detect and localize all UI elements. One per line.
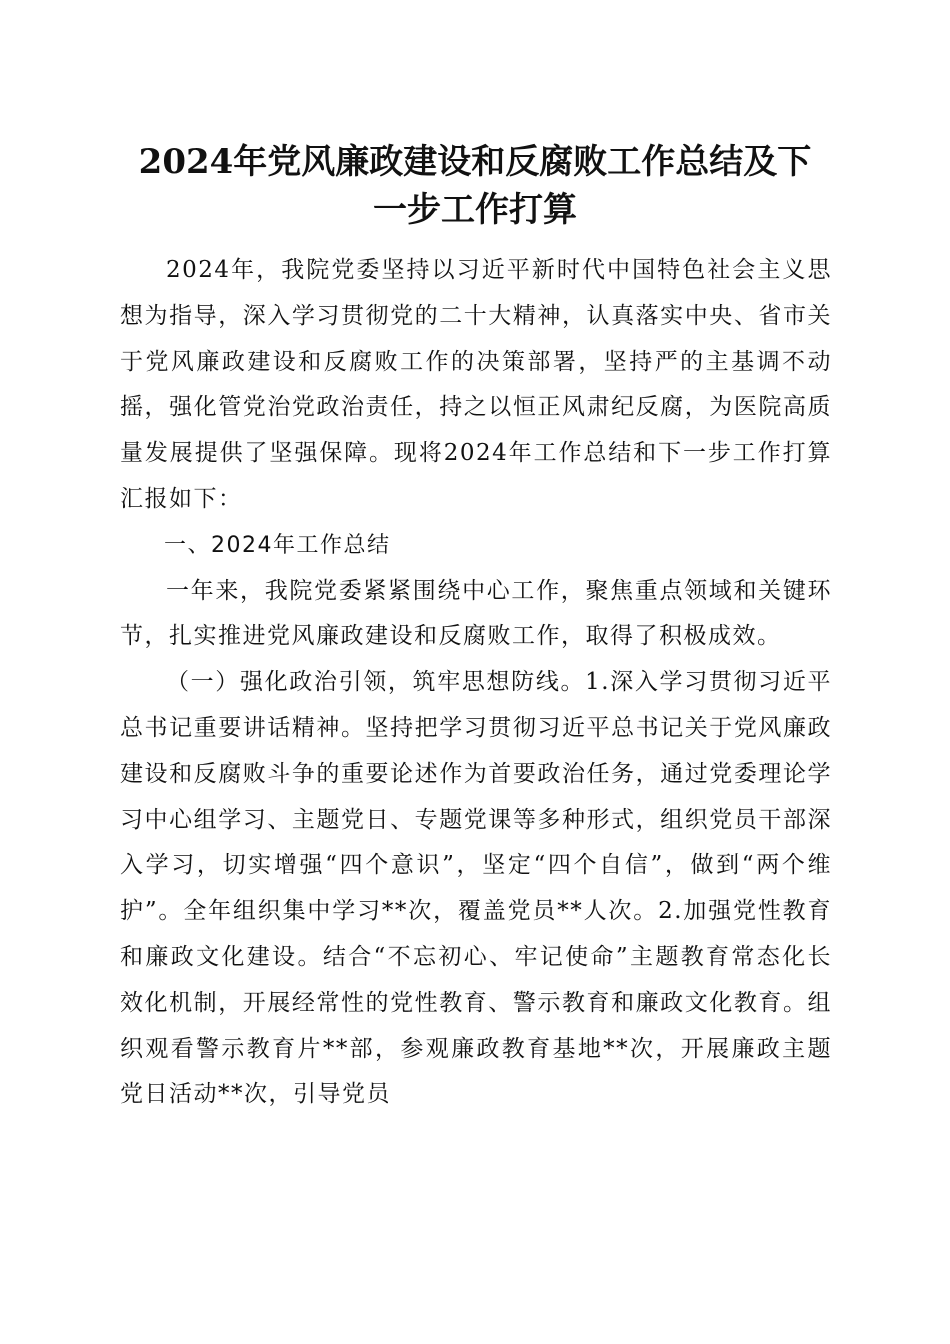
subsection-paragraph: （一）强化政治引领，筑牢思想防线。1.深入学习贯彻习近平总书记重要讲话精神。坚持把学习贯彻习近平总书记关于党风廉政建设和反腐败斗争的重要论述作为首要政治任务，通过党委理论学习中心组学习、主题党日、专题党课等多种形式，组织党员干部深入学习，切实增强“四个意识”，坚定“四个自信”，做到“两个维护”。全年组织集中学习**次，覆盖党员**人次。2.加强党性教育和廉政文化建设。结合“不忘初心、牢记使命”主题教育常态化长效化机制，开展经常性的党性教育、警示教育和廉政文化教育。组织观看警示教育片**部，参观廉政教育基地**次，开展廉政主题党日活动**次，引导党员 — [120, 669, 832, 1108]
document-title — [100, 138, 850, 234]
intro-paragraph: 2024年，我院党委坚持以习近平新时代中国特色社会主义思想为指导，深入学习贯彻党的二十大精神，认真落实中央、省市关于党风廉政建设和反腐败工作的决策部署，坚持严的主基调不动摇，强化管党治党政治责任，持之以恒正风肃纪反腐，为医院高质量发展提供了坚强保障。现将2024年工作总结和下一步工作打算汇报如下： — [120, 257, 832, 512]
summary-paragraph: 一年来，我院党委紧紧围绕中心工作，聚焦重点领域和关键环节，扎实推进党风廉政建设和反腐败工作，取得了积极成效。 — [120, 577, 832, 650]
title-line-1: 2024年党风廉政建设和反腐败工作总结及下 — [138, 142, 812, 182]
section-heading: 一、2024年工作总结 — [164, 532, 391, 558]
title-line-2: 一步工作打算 — [373, 190, 577, 230]
document-body — [120, 248, 832, 1118]
